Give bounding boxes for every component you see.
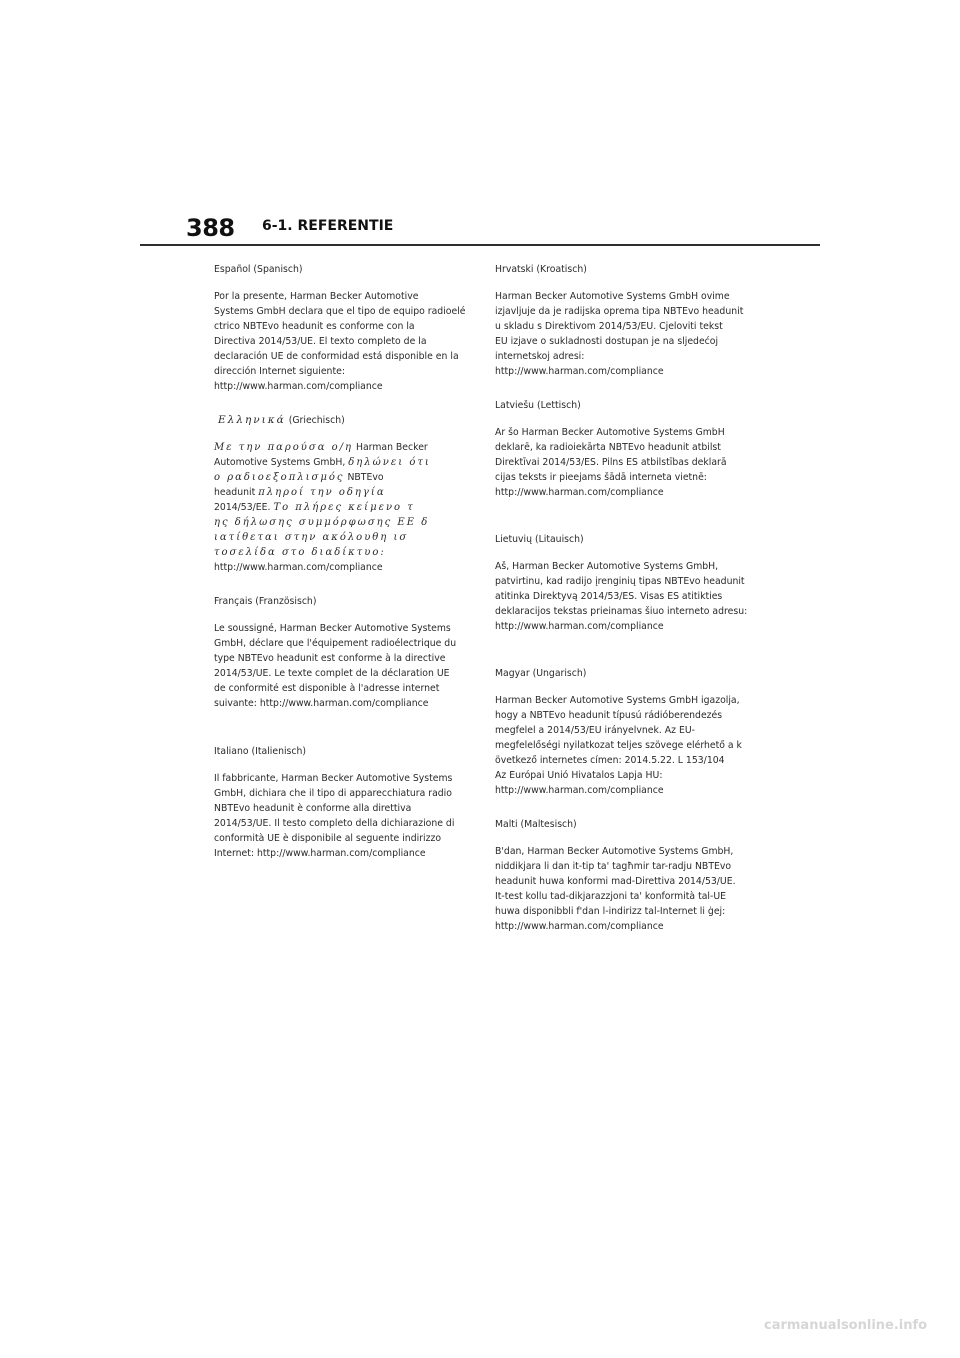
text-line: megfelelőségi nyilatkozat teljes szövege elérhető a k [495, 740, 742, 751]
block-heading: Magyar (Ungarisch) [495, 668, 587, 679]
lithuanian-block [495, 532, 763, 634]
right-column [495, 262, 763, 934]
greek-text: πληροί την οδηγία [258, 487, 386, 498]
text-line: http://www.harman.com/compliance [214, 381, 383, 392]
text-line: B'dan, Harman Becker Automotive Systems GmbH, [495, 846, 734, 857]
greek-heading-word: Ελληνικά [218, 414, 286, 426]
italian-block [214, 744, 470, 861]
block-heading: Italiano (Italienisch) [214, 746, 307, 757]
text-line [214, 470, 470, 485]
latvian-block [495, 398, 763, 500]
section-title: 6-1. REFERENTIE [262, 218, 394, 234]
text-line: declaración UE de conformidad está disponible en la [214, 351, 459, 362]
left-column [214, 262, 470, 861]
text-line: megfelel a 2014/53/EU irányelvnek. Az EU- [495, 725, 695, 736]
greek-text: ιατίθεται στην ακόλουθη ισ [214, 532, 409, 543]
text-line [214, 530, 470, 545]
text-line: deklarē, ka radioiekārta NBTEvo headunit atbilst [495, 442, 721, 453]
text-line [214, 560, 470, 575]
text-line: EU izjave o sukladnosti dostupan je na sljedećoj [495, 336, 719, 347]
text-line: atitinka Direktyvą 2014/53/ES. Visas ES atitikties [495, 591, 723, 602]
croatian-block [495, 262, 763, 379]
text-line: niddikjara li dan it-tip ta' tagħmir tar-radju NBTEvo [495, 861, 732, 872]
text-line: NBTEvo headunit è conforme alla direttiva [214, 803, 412, 814]
text-line: huwa disponibbli f'dan l-indirizz tal-Internet li ġej: [495, 906, 726, 917]
greek-block [214, 413, 470, 575]
text-line: Systems GmbH declara que el tipo de equipo radioelé [214, 306, 466, 317]
text-line: övetkező internetes címen: 2014.5.22. L 153/104 [495, 755, 725, 766]
greek-text: ο ραδιοεξοπλισμός [214, 472, 345, 483]
greek-heading-label: (Griechisch) [288, 415, 345, 426]
latin-text: 2014/53/ΕΕ. [214, 502, 271, 513]
french-block [214, 594, 470, 711]
block-heading: Hrvatski (Kroatisch) [495, 264, 587, 275]
maltese-block [495, 817, 763, 934]
latin-text: Automotive Systems GmbH, [214, 457, 346, 468]
text-line: Le soussigné, Harman Becker Automotive Systems [214, 623, 451, 634]
text-line: Por la presente, Harman Becker Automotive [214, 291, 419, 302]
greek-text: Με την παρούσα ο/η [214, 442, 354, 453]
text-line: izjavljuje da je radijska oprema tipa NBTEvo headunit [495, 306, 744, 317]
text-line: Ar šo Harman Becker Automotive Systems GmbH [495, 427, 725, 438]
text-line: http://www.harman.com/compliance [495, 921, 664, 932]
text-line: Direktīvai 2014/53/ES. Pilns ES atbilstības deklarā [495, 457, 727, 468]
text-line: suivante: http://www.harman.com/compliance [214, 698, 429, 709]
greek-text: τοσελίδα στο διαδίκτυο: [214, 547, 386, 558]
text-line: Az Európai Unió Hivatalos Lapja HU: [495, 770, 663, 781]
text-line: dirección Internet siguiente: [214, 366, 345, 377]
text-line [214, 500, 470, 515]
hungarian-block [495, 666, 763, 798]
text-line [214, 545, 470, 560]
text-line: Il fabbricante, Harman Becker Automotive Systems [214, 773, 453, 784]
text-line: u skladu s Direktivom 2014/53/EU. Cjeloviti tekst [495, 321, 723, 332]
block-heading: Español (Spanisch) [214, 264, 303, 275]
text-line: de conformité est disponible à l'adresse internet [214, 683, 440, 694]
block-heading: Lietuvių (Litauisch) [495, 534, 584, 545]
latin-text: Harman Becker [355, 442, 428, 453]
text-line: http://www.harman.com/compliance [495, 621, 664, 632]
latin-text: http://www.harman.com/compliance [214, 562, 383, 573]
text-line: It-test kollu tad-dikjarazzjoni ta' konformità tal-UE [495, 891, 727, 902]
text-line: 2014/53/UE. Le texte complet de la déclaration UE [214, 668, 450, 679]
greek-text: δηλώνει ότι [348, 457, 431, 468]
text-line: GmbH, déclare que l'équipement radioélectrique du [214, 638, 457, 649]
text-line: GmbH, dichiara che il tipo di apparecchiatura radio [214, 788, 452, 799]
header-rule [140, 244, 820, 246]
text-line [214, 440, 470, 455]
text-line: headunit huwa konformi mad-Direttiva 2014/53/UE. [495, 876, 736, 887]
latin-text: headunit [214, 487, 256, 498]
text-line: Harman Becker Automotive Systems GmbH ovime [495, 291, 730, 302]
block-heading: Français (Französisch) [214, 596, 317, 607]
text-line: internetskoj adresi: [495, 351, 585, 362]
latin-text: NBTEvo [347, 472, 384, 483]
text-line [214, 455, 470, 470]
text-line: cijas teksts ir pieejams šādā interneta vietnē: [495, 472, 707, 483]
block-heading: Latviešu (Lettisch) [495, 400, 581, 411]
block-heading [218, 413, 470, 428]
watermark-text: carmanualsonline.info [764, 1318, 928, 1333]
greek-text: ης δήλωσης συμμόρφωσης ΕΕ δ [214, 517, 430, 528]
text-line: http://www.harman.com/compliance [495, 785, 664, 796]
greek-text: Το πλήρες κείμενο τ [273, 502, 415, 513]
text-line: patvirtinu, kad radijo įrenginių tipas NBTEvo headunit [495, 576, 745, 587]
text-line: Aš, Harman Becker Automotive Systems GmbH, [495, 561, 719, 572]
text-line: conformità UE è disponibile al seguente indirizzo [214, 833, 442, 844]
text-line: deklaracijos tekstas prieinamas šiuo interneto adresu: [495, 606, 748, 617]
text-line: ctrico NBTEvo headunit es conforme con la [214, 321, 415, 332]
block-heading: Malti (Maltesisch) [495, 819, 577, 830]
text-line: Internet: http://www.harman.com/compliance [214, 848, 426, 859]
text-line [214, 515, 470, 530]
text-line: Directiva 2014/53/UE. El texto completo de la [214, 336, 427, 347]
text-line: type NBTEvo headunit est conforme à la directive [214, 653, 446, 664]
text-line: http://www.harman.com/compliance [495, 487, 664, 498]
text-line [214, 485, 470, 500]
page-number: 388 [186, 214, 235, 242]
text-line: Harman Becker Automotive Systems GmbH igazolja, [495, 695, 740, 706]
text-line: 2014/53/UE. Il testo completo della dichiarazione di [214, 818, 455, 829]
text-line: hogy a NBTEvo headunit típusú rádióberendezés [495, 710, 723, 721]
spanish-block [214, 262, 470, 394]
text-line: http://www.harman.com/compliance [495, 366, 664, 377]
